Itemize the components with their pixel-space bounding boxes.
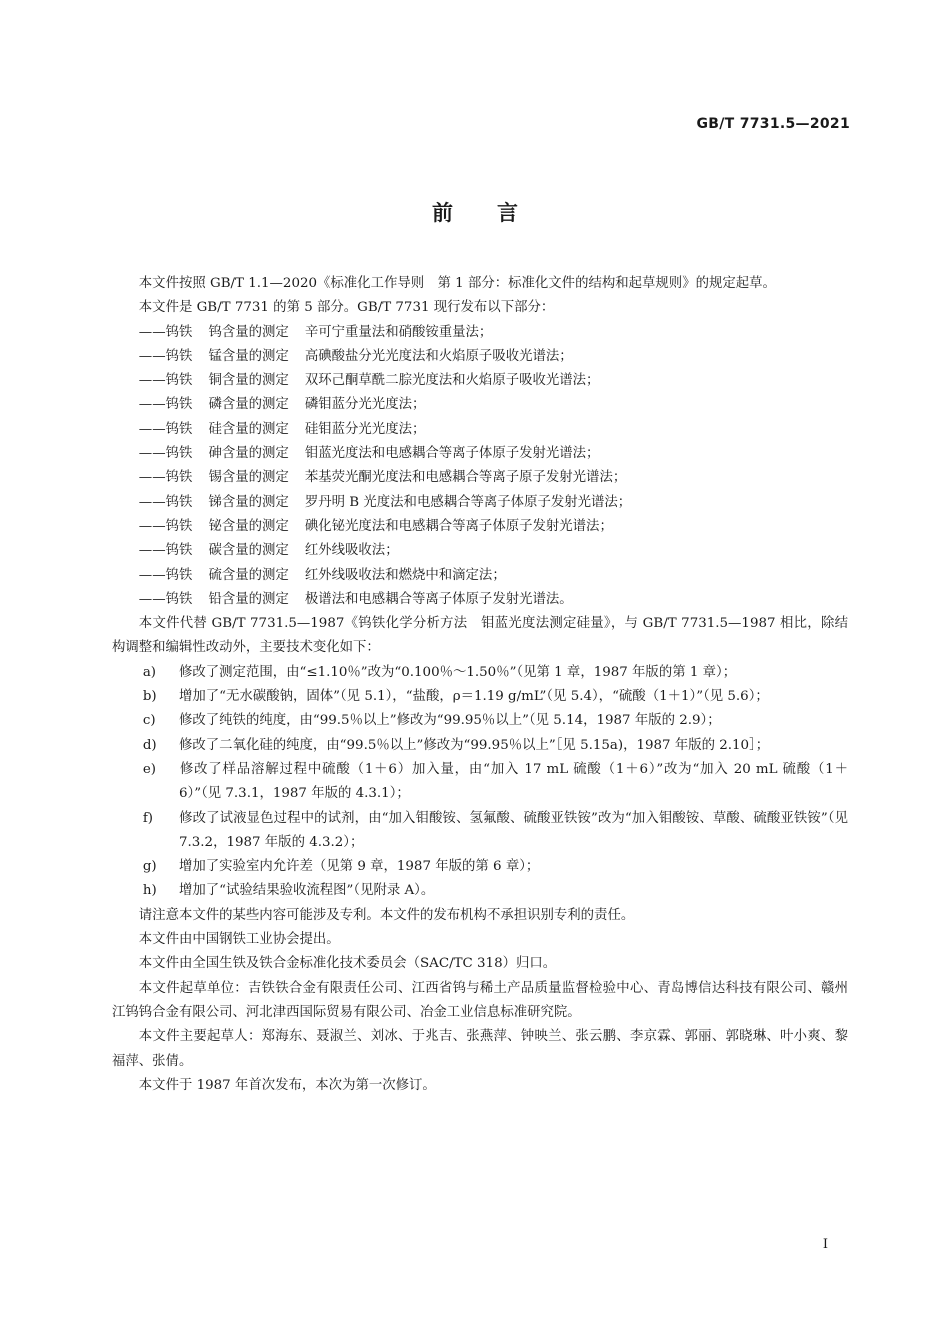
- list-item: b) 增加了“无水碳酸钠，固体”（见 5.1），“盐酸，ρ＝1.19 g/mL”（见 5.4），“硫酸（1＋1）”（见 5.6）；: [142, 689, 769, 705]
- list-item: ——钨铁 磷含量的测定 磷钼蓝分光光度法；: [138, 397, 426, 413]
- list-item: ——钨铁 锑含量的测定 罗丹明 B 光度法和电感耦合等离子体原子发射光谱法；: [138, 494, 632, 510]
- list-item: ——钨铁 锰含量的测定 高碘酸盐分光光度法和火焰原子吸收光谱法；: [138, 348, 573, 364]
- list-item: ——钨铁 碳含量的测定 红外线吸收法；: [138, 543, 399, 559]
- page-number: Ⅰ: [822, 1237, 828, 1252]
- list-item: ——钨铁 铋含量的测定 碘化铋光度法和电感耦合等离子体原子发射光谱法；: [138, 518, 613, 534]
- document-body: [112, 272, 848, 1098]
- list-item: ——钨铁 钨含量的测定 辛可宁重量法和硝酸铵重量法；: [138, 324, 493, 340]
- list-item: ——钨铁 硅含量的测定 硅钼蓝分光光度法；: [138, 421, 426, 437]
- publication-history: 本文件于 1987 年首次发布，本次为第一次修订。: [138, 1077, 436, 1093]
- committee-statement: 本文件由全国生铁及铁合金标准化技术委员会（SAC/TC 318）归口。: [138, 956, 557, 972]
- list-item: d) 修改了二氧化硅的纯度，由“99.5％以上”修改为“99.95％以上”［见 5.15a)，1987 年版的 2.10］；: [142, 737, 770, 753]
- drafting-units: 本文件起草单位：吉铁铁合金有限责任公司、江西省钨与稀土产品质量监督检验中心、青岛博信达科技有限公司、赣州江钨钨合金有限公司、河北津西国际贸易有限公司、冶金工业信息标准研究院。: [112, 980, 848, 1020]
- list-item: ——钨铁 砷含量的测定 钼蓝光度法和电感耦合等离子体原子发射光谱法；: [138, 446, 600, 462]
- drafters: 本文件主要起草人：郑海东、聂淑兰、刘冰、于兆吉、张燕萍、钟映兰、张云鹏、李京霖、郭丽、郭晓琳、叶小爽、黎福萍、张倩。: [112, 1029, 848, 1069]
- parts-list: [112, 321, 848, 613]
- title-char-1: 前: [432, 201, 453, 225]
- replaces-paragraph: 本文件代替 GB/T 7731.5—1987《钨铁化学分析方法 钼蓝光度法测定硅量》，与 GB/T 7731.5—1987 相比，除结构调整和编辑性改动外，主要技术变化如下：: [112, 616, 848, 656]
- list-item: a) 修改了测定范围，由“≤1.10％”改为“0.100％～1.50％”（见第 1 章，1987 年版的第 1 章）；: [142, 664, 737, 680]
- list-item: ——钨铁 铜含量的测定 双环己酮草酰二腙光度法和火焰原子吸收光谱法；: [138, 373, 600, 389]
- title-char-2: 言: [497, 201, 518, 225]
- list-item: h) 增加了“试验结果验收流程图”（见附录 A）。: [142, 883, 435, 899]
- list-item: c) 修改了纯铁的纯度，由“99.5％以上”修改为“99.95％以上”（见 5.14，1987 年版的 2.9）；: [142, 713, 721, 729]
- intro-paragraph-1: 本文件按照 GB/T 1.1—2020《标准化工作导则 第 1 部分：标准化文件的结构和起草规则》的规定起草。: [138, 276, 776, 291]
- standard-code: GB/T 7731.5—2021: [696, 116, 850, 132]
- patent-notice: 请注意本文件的某些内容可能涉及专利。本文件的发布机构不承担识别专利的责任。: [138, 907, 635, 923]
- page-title: [0, 197, 950, 227]
- changes-list: [112, 661, 848, 904]
- list-item: ——钨铁 铅含量的测定 极谱法和电感耦合等离子体原子发射光谱法。: [138, 591, 573, 607]
- proposer-statement: 本文件由中国钢铁工业协会提出。: [138, 932, 340, 948]
- list-item: ——钨铁 锡含量的测定 苯基荧光酮光度法和电感耦合等离子原子发射光谱法；: [138, 470, 627, 486]
- intro-paragraph-2: 本文件是 GB/T 7731 的第 5 部分。GB/T 7731 现行发布以下部分：: [138, 300, 555, 316]
- list-item: ——钨铁 硫含量的测定 红外线吸收法和燃烧中和滴定法；: [138, 567, 506, 583]
- list-item: e) 修改了样品溶解过程中硫酸（1＋6）加入量，由“加入 17 mL 硫酸（1＋6）”改为“加入 20 mL 硫酸（1＋6）”（见 7.3.1，1987 年版的 4.3.1）；: [142, 761, 848, 802]
- list-item: f) 修改了试液显色过程中的试剂，由“加入钼酸铵、氢氟酸、硫酸亚铁铵”改为“加入钼酸铵、草酸、硫酸亚铁铵”（见 7.3.2，1987 年版的 4.3.2）；: [142, 810, 848, 850]
- list-item: g) 增加了实验室内允许差（见第 9 章，1987 年版的第 6 章）；: [142, 859, 540, 875]
